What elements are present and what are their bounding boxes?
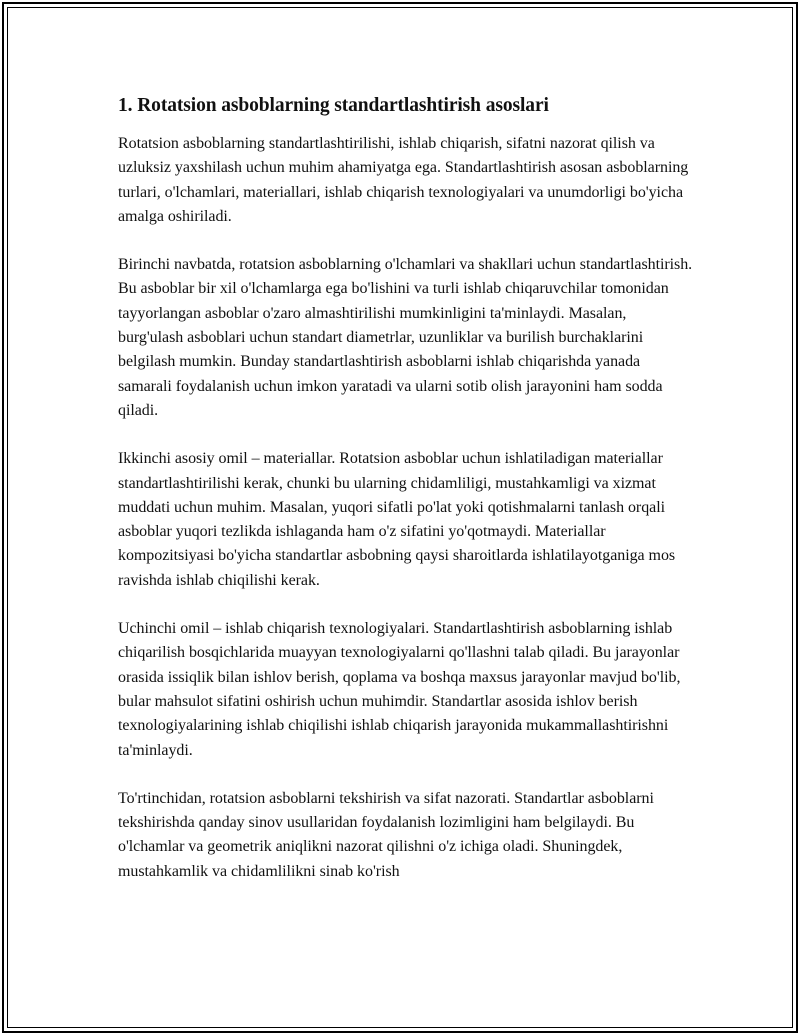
paragraph-technologies: Uchinchi omil – ishlab chiqarish texnologiyalari. Standartlashtirish asboblarning ishlab chiqarilish bosqichlarida muayyan texnologiyalarni qo'llashni talab qiladi. Bu jarayonlar orasida issiqlik bilan ishlov berish, qoplama va boshqa maxsus jarayonlar mavjud bo'lib, bular mahsulot sifatini oshirish uchun muhimdir. Standartlar asosida ishlov berish texnologiyalarining ishlab chiqilishi ishlab chiqarish jarayonida mukammallashtirishni ta'minlaydi. bbox=[118, 620, 681, 759]
paragraph-dimensions: Birinchi navbatda, rotatsion asboblarning o'lchamlari va shakllari uchun standartlashtirish. Bu asboblar bir xil o'lchamlarga ega bo'lishini va turli ishlab chiqaruvchilar tomonidan tayyorlangan asboblar o'zaro almashtirilishi mumkinligini ta'minlaydi. Masalan, burg'ulash asboblari uchun standart diametrlar, uzunliklar va burilish burchaklarini belgilash mumkin. Bunday standartlashtirish asboblarni ishlab chiqarishda yanada samarali foydalanish uchun imkon yaratadi va ularni sotib olish jarayonini ham sodda qiladi. bbox=[118, 256, 693, 419]
paragraph-materials: Ikkinchi asosiy omil – materiallar. Rotatsion asboblar uchun ishlatiladigan materiallar standartlashtirilishi kerak, chunki bu ularning chidamliligi, mustahkamligi va xizmat muddati uchun muhim. Masalan, yuqori sifatli po'lat yoki qotishmalarni tanlash orqali asboblar yuqori tezlikda ishlaganda ham o'z sifatini yo'qotmaydi. Materiallar kompozitsiyasi bo'yicha standartlar asbobning qaysi sharoitlarda ishlatilayotganiga mos ravishda ishlab chiqilishi kerak. bbox=[118, 450, 676, 589]
paragraph-quality-control: To'rtinchidan, rotatsion asboblarni tekshirish va sifat nazorati. Standartlar asboblarni tekshirishda qanday sinov usullaridan foydalanish lozimligini ham belgilaydi. Bu o'lchamlar va geometrik aniqlikni nazorat qilishni o'z ichiga oladi. Shuningdek, mustahkamlik va chidamlilikni sinab ko'rish bbox=[118, 789, 654, 880]
document-body bbox=[118, 92, 693, 908]
section-heading: 1. Rotatsion asboblarning standartlashtirish asoslari bbox=[118, 95, 549, 116]
paragraph-intro: Rotatsion asboblarning standartlashtirilishi, ishlab chiqarish, sifatni nazorat qilish va uzluksiz yaxshilash uchun muhim ahamiyatga ega. Standartlashtirish asosan asboblarning turlari, o'lchamlari, materiallari, ishlab chiqarish texnologiyalari va unumdorligi bo'yicha amalga oshiriladi. bbox=[118, 135, 689, 225]
